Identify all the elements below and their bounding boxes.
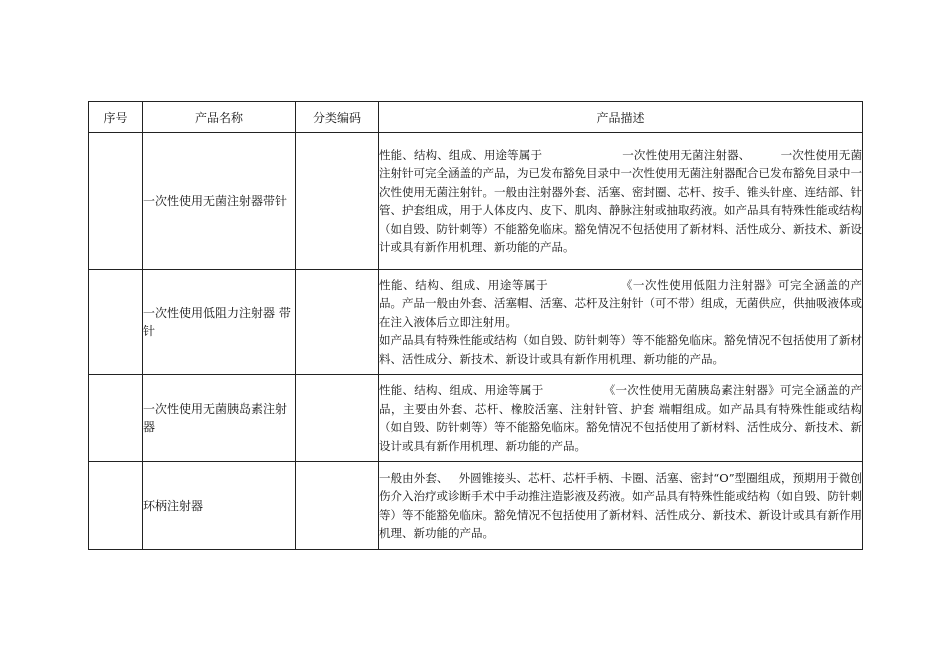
table-row — [89, 270, 863, 375]
description-segment: 一般由外套、 — [379, 470, 449, 485]
category-code — [296, 133, 379, 270]
product-name: 一次性使用低阻力注射器 带针 — [143, 270, 296, 375]
description-segment: 《一次性使用无菌胰岛素注射器》可完全涵盖的产品，主要由外套、芯杆、橡胶活塞、注射针管、护套 端帽组成。如产品具有特殊性能或结构（如自毁、防针刺等）等不能豁免临床。豁免情况不包括使用了新材料、活性成分、新技术、新设计或具有新作用机理、新功能的产品。 — [379, 383, 862, 453]
product-description — [379, 462, 863, 550]
table-row — [89, 462, 863, 550]
product-name: 一次性使用无菌注射器带针 — [143, 133, 296, 270]
description-segment: 性能、结构、组成、用途等属于 — [379, 147, 543, 162]
product-description — [379, 375, 863, 462]
header-code: 分类编码 — [296, 102, 379, 133]
category-code — [296, 462, 379, 550]
exemption-table — [88, 101, 863, 550]
description-segment: 一次性使用无菌注射针可完全涵盖的产品，为已发布豁免目录中一次性使用无菌注射器配合已发布豁免目录中一次性使用无菌注射针。一般由注射器外套、活塞、密封圈、芯杆、按手、锥头针座、连结部、针管、护套组成，用于人体皮内、皮下、肌肉、静脉注射或抽取药液。如产品具有特殊性能或结构（如自毁、防针刺等）不能豁免临床。豁免情况不包括使用了新材料、活性成分、新技术、新设计或具有新作用机理、新功能的产品。 — [379, 147, 863, 254]
row-index — [89, 375, 143, 462]
category-code — [296, 375, 379, 462]
description-segment: 外圆锥接头、芯杆、芯杆手柄、卡圈、活塞、密封“O”型圈组成，预期用于微创伤介入治疗或诊断手术中手动推注造影液及药液。如产品具有特殊性能或结构（如自毁、防针刺等）等不能豁免临床。豁免情况不包括使用了新材料、活性成分、新技术、新设计或具有新作用机理、新功能的产品。 — [379, 470, 862, 540]
header-index: 序号 — [89, 102, 143, 133]
product-name: 环柄注射器 — [143, 462, 296, 550]
description-segment: 如产品具有特殊性能或结构（如自毁、防针刺等）等不能豁免临床。豁免情况不包括使用了新材料、活性成分、新技术、新设计或具有新作用机理、新功能的产品。 — [379, 333, 862, 366]
row-index — [89, 133, 143, 270]
row-index — [89, 270, 143, 375]
product-description — [379, 133, 863, 270]
description-segment: 一次性使用无菌注射器、 — [622, 147, 751, 162]
header-name: 产品名称 — [143, 102, 296, 133]
product-description — [379, 270, 863, 375]
description-segment: 《一次性使用低阻力注射器》可完全涵盖的产品。产品一般由外套、活塞帽、活塞、芯杆及注射针（可不带）组成，无菌供应，供抽吸液体或在注入液体后立即注射用。 — [379, 277, 862, 329]
description-segment: 性能、结构、组成、用途等属于 — [379, 383, 544, 397]
category-code — [296, 270, 379, 375]
table-row — [89, 375, 863, 462]
description-segment: 性能、结构、组成、用途等属于 — [379, 277, 549, 292]
table-row — [89, 133, 863, 270]
header-row — [89, 102, 863, 133]
product-name: 一次性使用无菌胰岛素注射器 — [143, 375, 296, 462]
row-index — [89, 462, 143, 550]
header-description: 产品描述 — [379, 102, 863, 133]
